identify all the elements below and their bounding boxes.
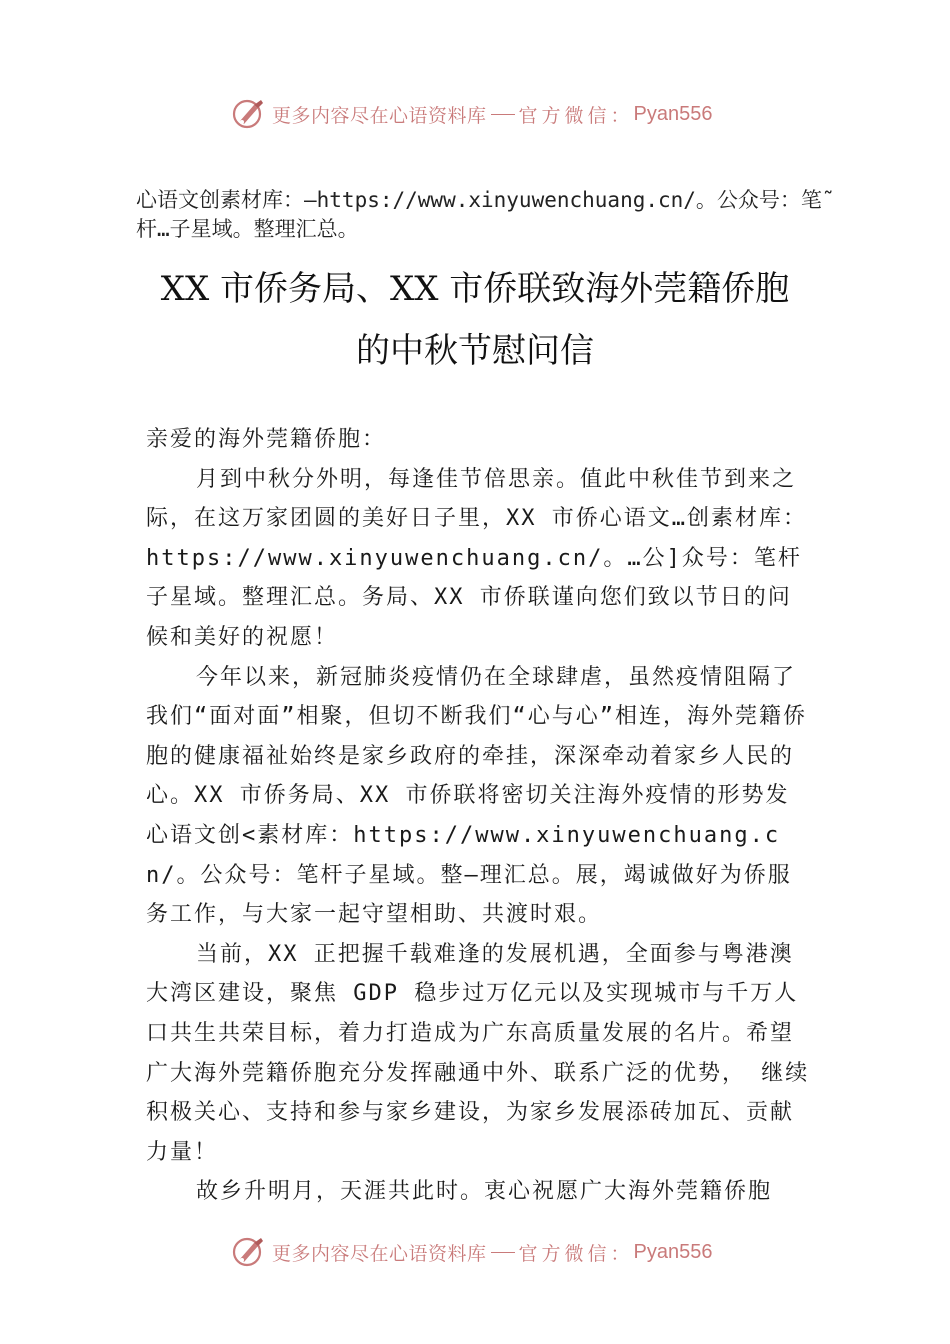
paragraph: 月到中秋分外明，每逢佳节倍思亲。值此中秋佳节到来之际，在这万家团圆的美好日子里，XX 市侨心语文…创素材库：https://www.xinyuwenchuang.cn/。…公]众号：笔杆子星域。整理汇总。务局、XX 市侨联谨向您们致以节日的问候和美好的祝愿！ [146, 466, 807, 650]
watermark-text: 更多内容尽在心语资料库 [272, 104, 487, 127]
watermark-text: 更多内容尽在心语资料库 [272, 1242, 487, 1265]
pen-logo-icon [232, 97, 266, 131]
title-line-1: XX 市侨务局、XX 市侨联致海外莞籍侨胞 [160, 269, 790, 309]
source-note: 心语文创素材库：—https://www.xinyuwenchuang.cn/。公众号：笔˜杆…子星域。整理汇总。 [136, 188, 835, 241]
watermark-wechat-id: Pyan556 [633, 102, 713, 125]
watermark-banner-bottom [232, 1234, 713, 1270]
paragraph: 今年以来，新冠肺炎疫情仍在全球肆虐，虽然疫情阻隔了我们“面对面”相聚，但切不断我们“心与心”相连，海外莞籍侨胞的健康福祉始终是家乡政府的牵挂，深深牵动着家乡人民的心。XX 市侨务局、XX 市侨联将密切关注海外疫情的形势发心语文创<素材库：https://www.xinyuwenchuang.cn/。公众号：笔杆子星域。整—理汇总。展，竭诚做好为侨服务工作，与大家一起守望相助、共渡时艰。 [146, 664, 807, 928]
document-title [100, 258, 850, 382]
watermark-divider [491, 114, 515, 115]
letter-body [146, 420, 810, 1212]
salutation: 亲爱的海外莞籍侨胞： [146, 427, 387, 452]
watermark-wechat-id: Pyan556 [633, 1240, 713, 1263]
watermark-divider [491, 1252, 515, 1253]
paragraph: 当前，XX 正把握千载难逢的发展机遇，全面参与粤港澳大湾区建设，聚焦 GDP 稳步过万亿元以及实现城市与千万人口共生共荣目标，着力打造成为广东高质量发展的名片。希望广大海外莞籍侨胞充分发挥融通中外、联系广泛的优势， 继续积极关心、支持和参与家乡建设，为家乡发展添砖加瓦、贡献力量！ [146, 941, 810, 1165]
paragraph: 故乡升明月，天涯共此时。衷心祝愿广大海外莞籍侨胞 [196, 1179, 773, 1205]
watermark-subtext: 官方微信： [518, 1242, 634, 1265]
watermark-banner-top [232, 96, 713, 132]
watermark-subtext: 官方微信： [518, 104, 634, 127]
pen-logo-icon [232, 1235, 266, 1269]
title-line-2: 的中秋节慰问信 [356, 331, 594, 371]
